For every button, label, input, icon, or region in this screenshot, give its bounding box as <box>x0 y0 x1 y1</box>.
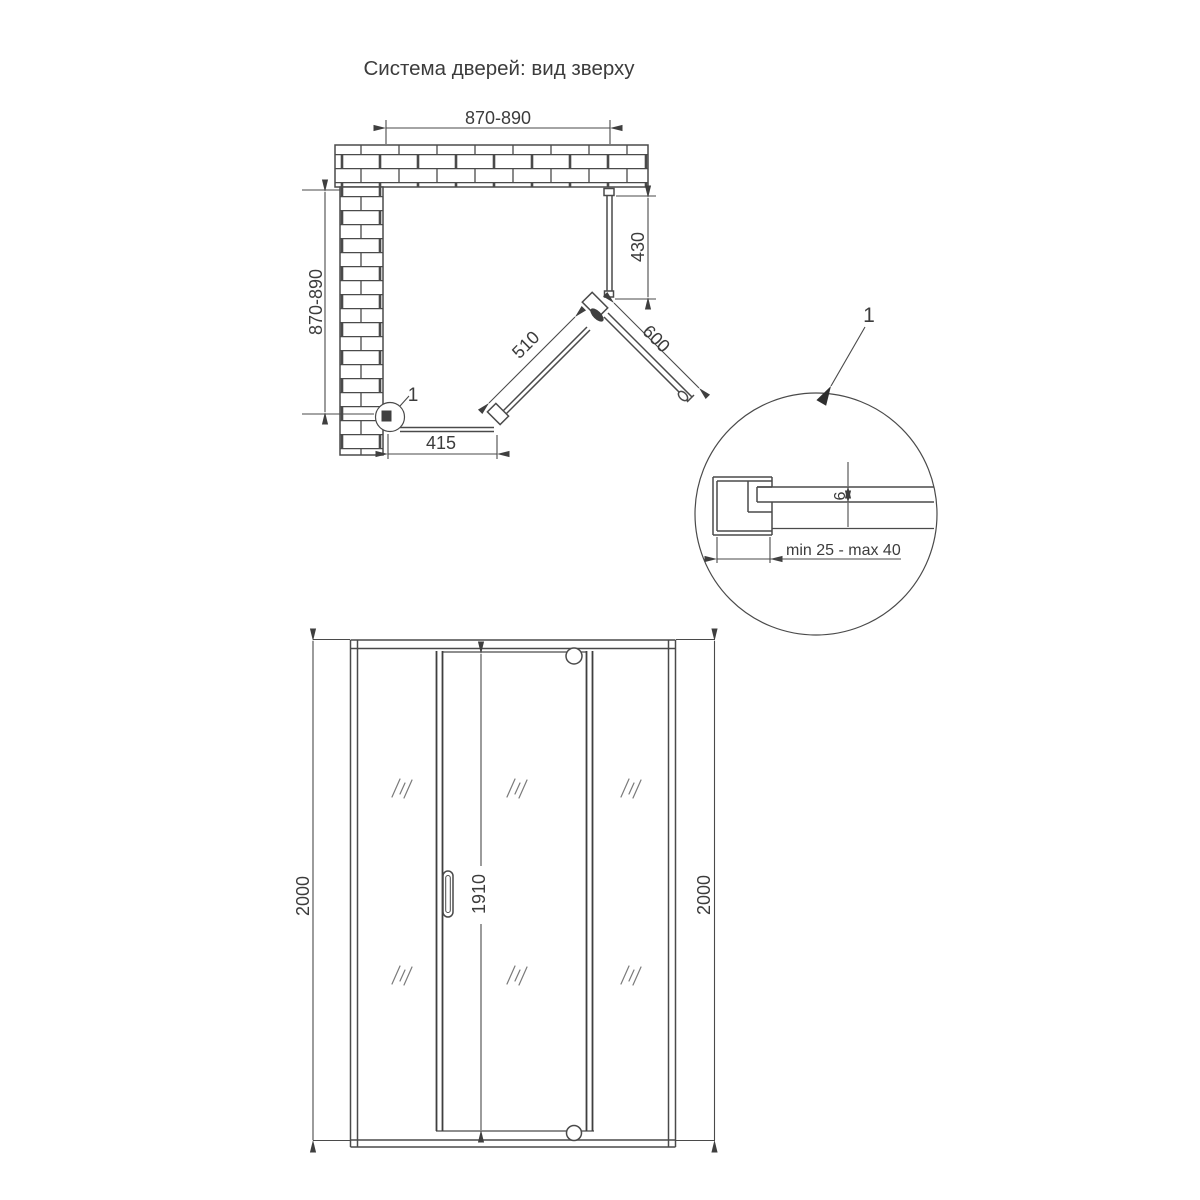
wall-profile-mini <box>382 411 392 422</box>
dimension-right-panel <box>615 196 656 299</box>
dimension-height-left <box>293 640 350 1141</box>
bottom-glass-panel <box>400 428 494 432</box>
top-view-drawing <box>302 108 699 459</box>
dim-label-door-width: 600 <box>638 321 674 357</box>
dimension-glass-thickness <box>832 462 849 527</box>
dimension-door-opening <box>489 317 575 403</box>
dim-label-door-height: 1910 <box>469 873 489 915</box>
drawing-title: Система дверей: вид зверху <box>363 57 635 80</box>
dim-label-right-panel: 430 <box>628 231 648 263</box>
dim-label-glass-thickness: 6 <box>832 491 849 501</box>
dim-label-top-width: 870-890 <box>464 108 532 128</box>
callout-number-detail: 1 <box>863 304 875 327</box>
dimension-door-width <box>614 303 699 388</box>
door-handle <box>443 871 453 917</box>
dimension-side-panel <box>388 433 497 459</box>
dimension-door-height <box>469 654 489 1130</box>
right-glass-panel <box>604 189 614 298</box>
detail-view-drawing <box>695 304 937 635</box>
bottom-roller <box>567 1126 582 1141</box>
callout-number-top-view: 1 <box>407 385 419 406</box>
front-frame <box>351 640 676 1147</box>
dim-label-adjustment-range: min 25 - max 40 <box>786 542 901 559</box>
diagonal-door-closed <box>487 292 607 424</box>
detail-circle <box>695 393 937 635</box>
detail-callout-leader <box>831 304 875 386</box>
dim-label-height-right: 2000 <box>694 874 714 916</box>
dim-label-side-panel: 415 <box>425 433 457 453</box>
dimension-adjustment-range <box>717 537 901 563</box>
dim-label-height-left: 2000 <box>293 875 313 917</box>
dim-label-door-opening: 510 <box>508 327 544 363</box>
callout-arrow <box>831 327 865 386</box>
dimension-top-width <box>386 108 610 144</box>
glass-hatch-marks <box>392 779 641 985</box>
detail-wall-profile <box>713 477 772 535</box>
dim-label-left-depth: 870-890 <box>306 268 326 336</box>
dimension-height-right <box>676 640 715 1141</box>
front-view-drawing <box>293 640 715 1148</box>
door-side-profiles <box>437 651 593 1131</box>
brick-wall-top <box>335 145 648 187</box>
top-roller <box>566 648 582 664</box>
